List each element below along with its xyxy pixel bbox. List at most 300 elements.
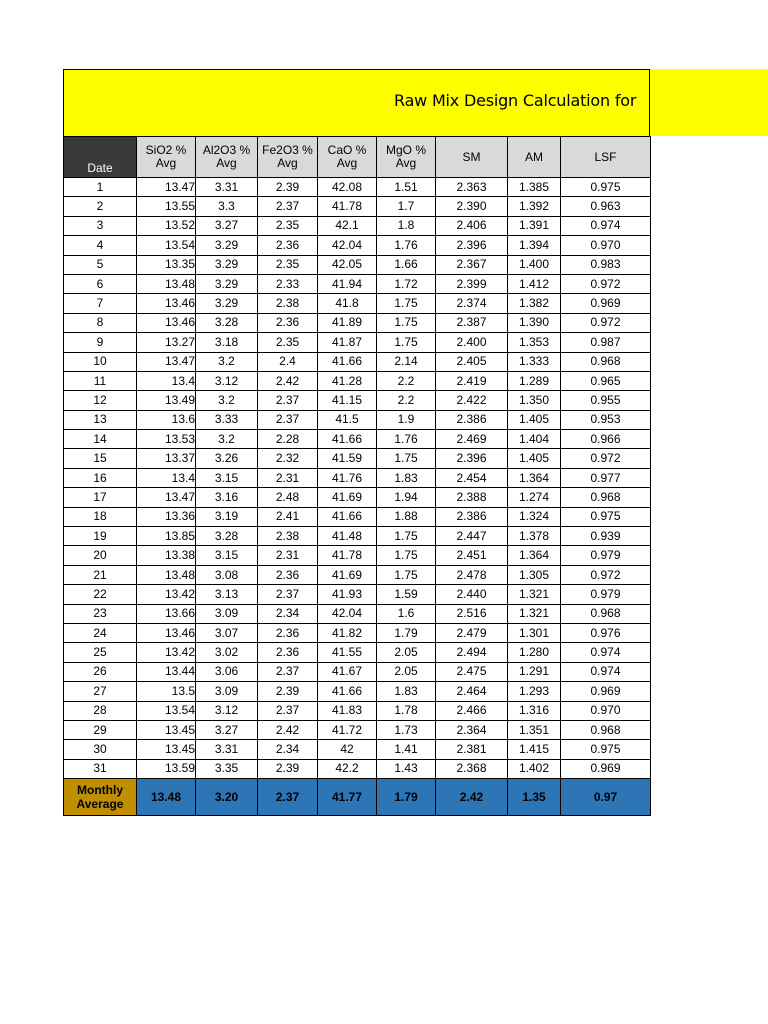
cell-date[interactable]: 30 <box>64 740 137 759</box>
cell-fe2o3[interactable]: 2.34 <box>258 604 318 623</box>
cell-lsf[interactable]: 0.939 <box>561 527 651 546</box>
cell-al2o3[interactable]: 3.02 <box>196 643 258 662</box>
header-al2o3[interactable] <box>196 137 258 178</box>
cell-cao[interactable]: 41.89 <box>318 313 377 332</box>
cell-fe2o3[interactable]: 2.28 <box>258 430 318 449</box>
cell-sm[interactable]: 2.400 <box>436 333 508 352</box>
cell-fe2o3[interactable]: 2.37 <box>258 585 318 604</box>
cell-am[interactable]: 1.280 <box>508 643 561 662</box>
cell-lsf[interactable]: 0.955 <box>561 391 651 410</box>
cell-cao[interactable]: 41.78 <box>318 197 377 216</box>
cell-cao[interactable]: 41.59 <box>318 449 377 468</box>
cell-sio2[interactable]: 13.66 <box>137 604 196 623</box>
cell-cao[interactable]: 41.66 <box>318 352 377 371</box>
cell-cao[interactable]: 41.69 <box>318 488 377 507</box>
cell-sm[interactable]: 2.388 <box>436 488 508 507</box>
cell-date[interactable]: 6 <box>64 274 137 293</box>
cell-fe2o3[interactable]: 2.38 <box>258 294 318 313</box>
cell-al2o3[interactable]: 3.2 <box>196 391 258 410</box>
cell-fe2o3[interactable]: 2.41 <box>258 507 318 526</box>
cell-al2o3[interactable]: 3.29 <box>196 274 258 293</box>
cell-fe2o3[interactable]: 2.31 <box>258 468 318 487</box>
cell-al2o3[interactable]: 3.29 <box>196 236 258 255</box>
cell-al2o3[interactable]: 3.2 <box>196 352 258 371</box>
average-al2o3[interactable]: 3.20 <box>196 779 258 816</box>
cell-mgo[interactable]: 1.6 <box>377 604 436 623</box>
cell-cao[interactable]: 41.93 <box>318 585 377 604</box>
cell-lsf[interactable]: 0.979 <box>561 585 651 604</box>
cell-fe2o3[interactable]: 2.39 <box>258 759 318 778</box>
cell-sio2[interactable]: 13.52 <box>137 216 196 235</box>
cell-fe2o3[interactable]: 2.32 <box>258 449 318 468</box>
cell-sio2[interactable]: 13.4 <box>137 371 196 390</box>
cell-al2o3[interactable]: 3.18 <box>196 333 258 352</box>
cell-sm[interactable]: 2.390 <box>436 197 508 216</box>
cell-mgo[interactable]: 1.75 <box>377 565 436 584</box>
cell-date[interactable]: 12 <box>64 391 137 410</box>
cell-sm[interactable]: 2.516 <box>436 604 508 623</box>
average-cao[interactable]: 41.77 <box>318 779 377 816</box>
cell-mgo[interactable]: 1.75 <box>377 546 436 565</box>
header-fe2o3[interactable] <box>258 137 318 178</box>
cell-sio2[interactable]: 13.6 <box>137 410 196 429</box>
cell-al2o3[interactable]: 3.09 <box>196 682 258 701</box>
cell-date[interactable]: 26 <box>64 662 137 681</box>
cell-am[interactable]: 1.274 <box>508 488 561 507</box>
cell-am[interactable]: 1.305 <box>508 565 561 584</box>
cell-al2o3[interactable]: 3.12 <box>196 371 258 390</box>
cell-sm[interactable]: 2.367 <box>436 255 508 274</box>
cell-mgo[interactable]: 1.66 <box>377 255 436 274</box>
cell-am[interactable]: 1.392 <box>508 197 561 216</box>
cell-cao[interactable]: 42.08 <box>318 178 377 197</box>
cell-lsf[interactable]: 0.972 <box>561 449 651 468</box>
cell-mgo[interactable]: 1.41 <box>377 740 436 759</box>
cell-sio2[interactable]: 13.53 <box>137 430 196 449</box>
cell-al2o3[interactable]: 3.29 <box>196 255 258 274</box>
cell-sm[interactable]: 2.363 <box>436 178 508 197</box>
cell-date[interactable]: 14 <box>64 430 137 449</box>
cell-lsf[interactable]: 0.968 <box>561 352 651 371</box>
cell-mgo[interactable]: 2.2 <box>377 391 436 410</box>
header-cao[interactable] <box>318 137 377 178</box>
cell-al2o3[interactable]: 3.12 <box>196 701 258 720</box>
cell-mgo[interactable]: 1.76 <box>377 236 436 255</box>
cell-am[interactable]: 1.382 <box>508 294 561 313</box>
cell-fe2o3[interactable]: 2.36 <box>258 565 318 584</box>
cell-sio2[interactable]: 13.48 <box>137 274 196 293</box>
average-label[interactable] <box>64 779 137 816</box>
cell-lsf[interactable]: 0.975 <box>561 740 651 759</box>
cell-am[interactable]: 1.321 <box>508 604 561 623</box>
cell-sio2[interactable]: 13.55 <box>137 197 196 216</box>
cell-mgo[interactable]: 1.83 <box>377 468 436 487</box>
cell-cao[interactable]: 41.66 <box>318 507 377 526</box>
cell-date[interactable]: 27 <box>64 682 137 701</box>
cell-lsf[interactable]: 0.968 <box>561 720 651 739</box>
cell-cao[interactable]: 41.66 <box>318 682 377 701</box>
cell-sm[interactable]: 2.405 <box>436 352 508 371</box>
cell-am[interactable]: 1.400 <box>508 255 561 274</box>
cell-cao[interactable]: 42 <box>318 740 377 759</box>
cell-lsf[interactable]: 0.965 <box>561 371 651 390</box>
average-sm[interactable]: 2.42 <box>436 779 508 816</box>
cell-al2o3[interactable]: 3.31 <box>196 740 258 759</box>
cell-lsf[interactable]: 0.977 <box>561 468 651 487</box>
cell-cao[interactable]: 42.04 <box>318 604 377 623</box>
cell-sm[interactable]: 2.466 <box>436 701 508 720</box>
cell-al2o3[interactable]: 3.06 <box>196 662 258 681</box>
cell-cao[interactable]: 41.69 <box>318 565 377 584</box>
cell-al2o3[interactable]: 3.15 <box>196 468 258 487</box>
cell-sio2[interactable]: 13.42 <box>137 643 196 662</box>
cell-al2o3[interactable]: 3.09 <box>196 604 258 623</box>
cell-sm[interactable]: 2.368 <box>436 759 508 778</box>
cell-am[interactable]: 1.404 <box>508 430 561 449</box>
cell-sio2[interactable]: 13.46 <box>137 313 196 332</box>
cell-date[interactable]: 16 <box>64 468 137 487</box>
cell-sm[interactable]: 2.422 <box>436 391 508 410</box>
cell-al2o3[interactable]: 3.08 <box>196 565 258 584</box>
cell-lsf[interactable]: 0.975 <box>561 178 651 197</box>
cell-sio2[interactable]: 13.59 <box>137 759 196 778</box>
cell-am[interactable]: 1.402 <box>508 759 561 778</box>
cell-mgo[interactable]: 1.75 <box>377 313 436 332</box>
cell-cao[interactable]: 41.76 <box>318 468 377 487</box>
cell-al2o3[interactable]: 3.27 <box>196 216 258 235</box>
cell-lsf[interactable]: 0.972 <box>561 313 651 332</box>
cell-sio2[interactable]: 13.85 <box>137 527 196 546</box>
cell-sio2[interactable]: 13.48 <box>137 565 196 584</box>
cell-sm[interactable]: 2.386 <box>436 507 508 526</box>
cell-am[interactable]: 1.390 <box>508 313 561 332</box>
cell-mgo[interactable]: 1.8 <box>377 216 436 235</box>
cell-sm[interactable]: 2.454 <box>436 468 508 487</box>
cell-lsf[interactable]: 0.976 <box>561 623 651 642</box>
cell-mgo[interactable]: 1.51 <box>377 178 436 197</box>
cell-fe2o3[interactable]: 2.36 <box>258 236 318 255</box>
cell-sm[interactable]: 2.440 <box>436 585 508 604</box>
cell-date[interactable]: 10 <box>64 352 137 371</box>
cell-mgo[interactable]: 1.94 <box>377 488 436 507</box>
cell-al2o3[interactable]: 3.07 <box>196 623 258 642</box>
cell-date[interactable]: 21 <box>64 565 137 584</box>
cell-fe2o3[interactable]: 2.36 <box>258 623 318 642</box>
cell-lsf[interactable]: 0.968 <box>561 604 651 623</box>
cell-mgo[interactable]: 1.59 <box>377 585 436 604</box>
cell-date[interactable]: 19 <box>64 527 137 546</box>
average-fe2o3[interactable]: 2.37 <box>258 779 318 816</box>
cell-cao[interactable]: 42.04 <box>318 236 377 255</box>
cell-cao[interactable]: 41.28 <box>318 371 377 390</box>
cell-sm[interactable]: 2.364 <box>436 720 508 739</box>
cell-date[interactable]: 2 <box>64 197 137 216</box>
cell-am[interactable]: 1.333 <box>508 352 561 371</box>
cell-sio2[interactable]: 13.27 <box>137 333 196 352</box>
cell-fe2o3[interactable]: 2.42 <box>258 371 318 390</box>
cell-fe2o3[interactable]: 2.37 <box>258 391 318 410</box>
cell-cao[interactable]: 41.15 <box>318 391 377 410</box>
cell-am[interactable]: 1.316 <box>508 701 561 720</box>
cell-sio2[interactable]: 13.5 <box>137 682 196 701</box>
cell-am[interactable]: 1.415 <box>508 740 561 759</box>
cell-am[interactable]: 1.364 <box>508 546 561 565</box>
average-lsf[interactable]: 0.97 <box>561 779 651 816</box>
table-row <box>64 352 651 371</box>
cell-sio2[interactable]: 13.42 <box>137 585 196 604</box>
cell-am[interactable]: 1.405 <box>508 449 561 468</box>
cell-sm[interactable]: 2.478 <box>436 565 508 584</box>
cell-sm[interactable]: 2.386 <box>436 410 508 429</box>
cell-lsf[interactable]: 0.974 <box>561 216 651 235</box>
cell-sio2[interactable]: 13.45 <box>137 720 196 739</box>
cell-fe2o3[interactable]: 2.37 <box>258 197 318 216</box>
cell-al2o3[interactable]: 3.35 <box>196 759 258 778</box>
cell-fe2o3[interactable]: 2.31 <box>258 546 318 565</box>
cell-al2o3[interactable]: 3.31 <box>196 178 258 197</box>
cell-fe2o3[interactable]: 2.37 <box>258 701 318 720</box>
header-sio2[interactable] <box>137 137 196 178</box>
cell-mgo[interactable]: 1.83 <box>377 682 436 701</box>
cell-am[interactable]: 1.293 <box>508 682 561 701</box>
cell-date[interactable]: 4 <box>64 236 137 255</box>
cell-fe2o3[interactable]: 2.36 <box>258 643 318 662</box>
cell-am[interactable]: 1.378 <box>508 527 561 546</box>
cell-al2o3[interactable]: 3.19 <box>196 507 258 526</box>
header-sm[interactable]: SM <box>436 137 508 178</box>
cell-am[interactable]: 1.324 <box>508 507 561 526</box>
cell-mgo[interactable]: 2.05 <box>377 662 436 681</box>
cell-am[interactable]: 1.394 <box>508 236 561 255</box>
header-mgo[interactable] <box>377 137 436 178</box>
cell-cao[interactable]: 41.94 <box>318 274 377 293</box>
cell-lsf[interactable]: 0.953 <box>561 410 651 429</box>
cell-sio2[interactable]: 13.54 <box>137 701 196 720</box>
cell-mgo[interactable]: 1.73 <box>377 720 436 739</box>
cell-date[interactable]: 22 <box>64 585 137 604</box>
cell-mgo[interactable]: 2.2 <box>377 371 436 390</box>
cell-sm[interactable]: 2.406 <box>436 216 508 235</box>
cell-sio2[interactable]: 13.38 <box>137 546 196 565</box>
cell-fe2o3[interactable]: 2.37 <box>258 662 318 681</box>
cell-am[interactable]: 1.291 <box>508 662 561 681</box>
cell-al2o3[interactable]: 3.13 <box>196 585 258 604</box>
cell-fe2o3[interactable]: 2.34 <box>258 740 318 759</box>
cell-sio2[interactable]: 13.47 <box>137 178 196 197</box>
cell-cao[interactable]: 41.5 <box>318 410 377 429</box>
cell-lsf[interactable]: 0.970 <box>561 701 651 720</box>
cell-lsf[interactable]: 0.974 <box>561 662 651 681</box>
cell-mgo[interactable]: 1.75 <box>377 294 436 313</box>
cell-al2o3[interactable]: 3.26 <box>196 449 258 468</box>
cell-am[interactable]: 1.301 <box>508 623 561 642</box>
cell-sio2[interactable]: 13.45 <box>137 740 196 759</box>
cell-am[interactable]: 1.405 <box>508 410 561 429</box>
cell-date[interactable]: 20 <box>64 546 137 565</box>
cell-date[interactable]: 13 <box>64 410 137 429</box>
cell-fe2o3[interactable]: 2.38 <box>258 527 318 546</box>
cell-lsf[interactable]: 0.987 <box>561 333 651 352</box>
cell-sm[interactable]: 2.396 <box>436 449 508 468</box>
cell-al2o3[interactable]: 3.29 <box>196 294 258 313</box>
cell-mgo[interactable]: 1.75 <box>377 449 436 468</box>
cell-cao[interactable]: 41.72 <box>318 720 377 739</box>
cell-sm[interactable]: 2.475 <box>436 662 508 681</box>
cell-lsf[interactable]: 0.969 <box>561 682 651 701</box>
cell-fe2o3[interactable]: 2.36 <box>258 313 318 332</box>
cell-fe2o3[interactable]: 2.42 <box>258 720 318 739</box>
cell-lsf[interactable]: 0.983 <box>561 255 651 274</box>
average-am[interactable]: 1.35 <box>508 779 561 816</box>
cell-mgo[interactable]: 2.14 <box>377 352 436 371</box>
cell-sio2[interactable]: 13.37 <box>137 449 196 468</box>
cell-mgo[interactable]: 1.79 <box>377 623 436 642</box>
cell-sm[interactable]: 2.469 <box>436 430 508 449</box>
cell-sio2[interactable]: 13.54 <box>137 236 196 255</box>
cell-cao[interactable]: 41.78 <box>318 546 377 565</box>
cell-am[interactable]: 1.412 <box>508 274 561 293</box>
cell-date[interactable]: 18 <box>64 507 137 526</box>
cell-date[interactable]: 11 <box>64 371 137 390</box>
cell-am[interactable]: 1.350 <box>508 391 561 410</box>
cell-cao[interactable]: 41.83 <box>318 701 377 720</box>
cell-lsf[interactable]: 0.979 <box>561 546 651 565</box>
cell-lsf[interactable]: 0.972 <box>561 274 651 293</box>
header-lsf[interactable]: LSF <box>561 137 651 178</box>
cell-date[interactable]: 17 <box>64 488 137 507</box>
cell-fe2o3[interactable]: 2.48 <box>258 488 318 507</box>
cell-sm[interactable]: 2.464 <box>436 682 508 701</box>
cell-am[interactable]: 1.353 <box>508 333 561 352</box>
cell-al2o3[interactable]: 3.16 <box>196 488 258 507</box>
cell-date[interactable]: 7 <box>64 294 137 313</box>
cell-sm[interactable]: 2.396 <box>436 236 508 255</box>
cell-fe2o3[interactable]: 2.4 <box>258 352 318 371</box>
cell-al2o3[interactable]: 3.28 <box>196 313 258 332</box>
cell-al2o3[interactable]: 3.27 <box>196 720 258 739</box>
cell-mgo[interactable]: 1.9 <box>377 410 436 429</box>
cell-fe2o3[interactable]: 2.35 <box>258 216 318 235</box>
cell-mgo[interactable]: 1.76 <box>377 430 436 449</box>
cell-mgo[interactable]: 1.75 <box>377 333 436 352</box>
cell-date[interactable]: 15 <box>64 449 137 468</box>
cell-al2o3[interactable]: 3.33 <box>196 410 258 429</box>
cell-lsf[interactable]: 0.972 <box>561 565 651 584</box>
cell-lsf[interactable]: 0.969 <box>561 759 651 778</box>
cell-cao[interactable]: 42.1 <box>318 216 377 235</box>
cell-mgo[interactable]: 2.05 <box>377 643 436 662</box>
cell-al2o3[interactable]: 3.3 <box>196 197 258 216</box>
cell-am[interactable]: 1.364 <box>508 468 561 487</box>
cell-lsf[interactable]: 0.974 <box>561 643 651 662</box>
cell-sio2[interactable]: 13.47 <box>137 488 196 507</box>
cell-date[interactable]: 5 <box>64 255 137 274</box>
cell-lsf[interactable]: 0.968 <box>561 488 651 507</box>
cell-am[interactable]: 1.321 <box>508 585 561 604</box>
header-date[interactable]: Date <box>64 137 137 178</box>
cell-mgo[interactable]: 1.88 <box>377 507 436 526</box>
cell-date[interactable]: 29 <box>64 720 137 739</box>
cell-sio2[interactable]: 13.49 <box>137 391 196 410</box>
cell-cao[interactable]: 41.55 <box>318 643 377 662</box>
cell-sio2[interactable]: 13.35 <box>137 255 196 274</box>
cell-sm[interactable]: 2.494 <box>436 643 508 662</box>
cell-fe2o3[interactable]: 2.35 <box>258 333 318 352</box>
cell-fe2o3[interactable]: 2.33 <box>258 274 318 293</box>
cell-sm[interactable]: 2.399 <box>436 274 508 293</box>
cell-sm[interactable]: 2.381 <box>436 740 508 759</box>
cell-date[interactable]: 28 <box>64 701 137 720</box>
cell-date[interactable]: 3 <box>64 216 137 235</box>
cell-cao[interactable]: 41.48 <box>318 527 377 546</box>
header-am[interactable]: AM <box>508 137 561 178</box>
average-sio2[interactable]: 13.48 <box>137 779 196 816</box>
cell-sio2[interactable]: 13.4 <box>137 468 196 487</box>
cell-am[interactable]: 1.391 <box>508 216 561 235</box>
cell-cao[interactable]: 41.82 <box>318 623 377 642</box>
cell-sio2[interactable]: 13.36 <box>137 507 196 526</box>
cell-fe2o3[interactable]: 2.39 <box>258 178 318 197</box>
title-border <box>63 69 650 136</box>
cell-al2o3[interactable]: 3.15 <box>196 546 258 565</box>
cell-cao[interactable]: 41.67 <box>318 662 377 681</box>
cell-date[interactable]: 31 <box>64 759 137 778</box>
cell-cao[interactable]: 42.2 <box>318 759 377 778</box>
cell-date[interactable]: 24 <box>64 623 137 642</box>
cell-sio2[interactable]: 13.44 <box>137 662 196 681</box>
cell-fe2o3[interactable]: 2.39 <box>258 682 318 701</box>
cell-lsf[interactable]: 0.969 <box>561 294 651 313</box>
cell-mgo[interactable]: 1.43 <box>377 759 436 778</box>
cell-mgo[interactable]: 1.78 <box>377 701 436 720</box>
cell-sm[interactable]: 2.479 <box>436 623 508 642</box>
cell-sm[interactable]: 2.447 <box>436 527 508 546</box>
cell-sio2[interactable]: 13.47 <box>137 352 196 371</box>
cell-sm[interactable]: 2.419 <box>436 371 508 390</box>
cell-am[interactable]: 1.289 <box>508 371 561 390</box>
cell-date[interactable]: 23 <box>64 604 137 623</box>
cell-fe2o3[interactable]: 2.35 <box>258 255 318 274</box>
cell-cao[interactable]: 41.87 <box>318 333 377 352</box>
cell-sio2[interactable]: 13.46 <box>137 623 196 642</box>
cell-al2o3[interactable]: 3.2 <box>196 430 258 449</box>
cell-lsf[interactable]: 0.970 <box>561 236 651 255</box>
cell-sm[interactable]: 2.374 <box>436 294 508 313</box>
cell-am[interactable]: 1.351 <box>508 720 561 739</box>
cell-date[interactable]: 8 <box>64 313 137 332</box>
header-sio2-line1: SiO2 % <box>145 143 187 157</box>
cell-date[interactable]: 1 <box>64 178 137 197</box>
cell-al2o3[interactable]: 3.28 <box>196 527 258 546</box>
cell-date[interactable]: 25 <box>64 643 137 662</box>
cell-fe2o3[interactable]: 2.37 <box>258 410 318 429</box>
cell-am[interactable]: 1.385 <box>508 178 561 197</box>
cell-mgo[interactable]: 1.72 <box>377 274 436 293</box>
cell-cao[interactable]: 41.66 <box>318 430 377 449</box>
average-mgo[interactable]: 1.79 <box>377 779 436 816</box>
cell-cao[interactable]: 41.8 <box>318 294 377 313</box>
cell-date[interactable]: 9 <box>64 333 137 352</box>
cell-sm[interactable]: 2.387 <box>436 313 508 332</box>
cell-lsf[interactable]: 0.966 <box>561 430 651 449</box>
cell-sm[interactable]: 2.451 <box>436 546 508 565</box>
cell-mgo[interactable]: 1.75 <box>377 527 436 546</box>
cell-lsf[interactable]: 0.963 <box>561 197 651 216</box>
cell-sio2[interactable]: 13.46 <box>137 294 196 313</box>
cell-cao[interactable]: 42.05 <box>318 255 377 274</box>
cell-mgo[interactable]: 1.7 <box>377 197 436 216</box>
cell-lsf[interactable]: 0.975 <box>561 507 651 526</box>
